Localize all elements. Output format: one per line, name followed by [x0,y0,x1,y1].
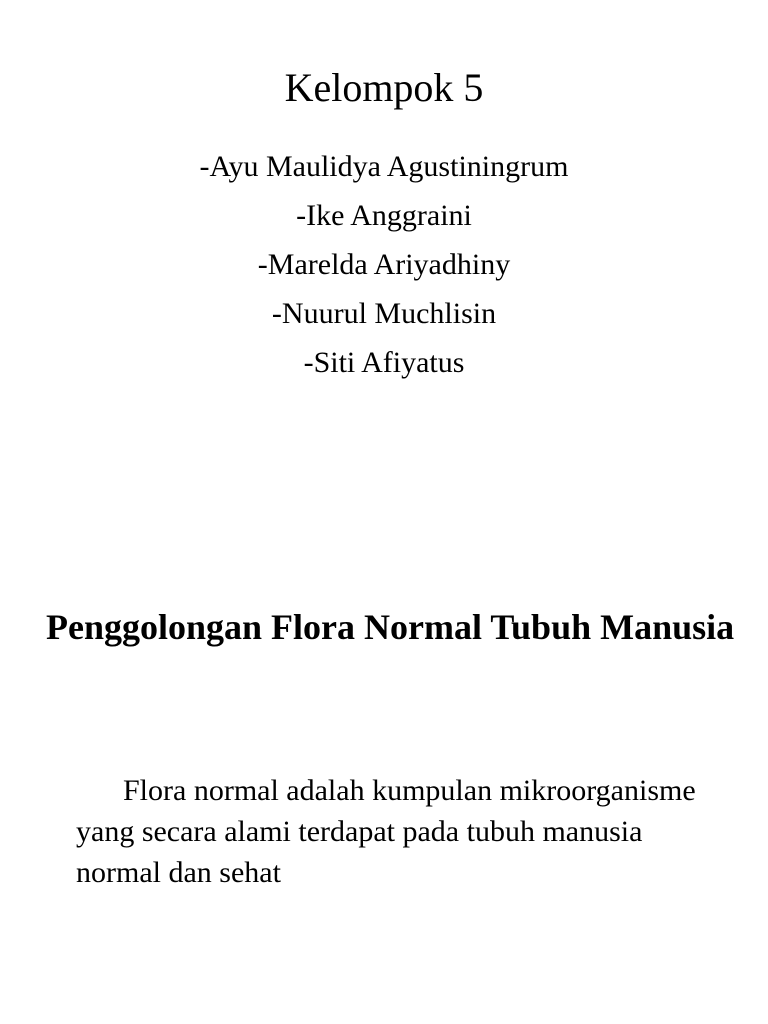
member-list [0,142,768,387]
member-name: -Marelda Ariyadhiny [257,248,511,281]
definition-paragraph: Flora normal adalah kumpulan mikroorganisme yang secara alami terdapat pada tubuh manusia normal dan sehat [76,774,696,889]
slide-heading: Penggolongan Flora Normal Tubuh Manusia [46,607,735,647]
slide-content-page [0,560,768,1024]
member-name: -Nuurul Muchlisin [271,297,497,330]
member-name: -Ayu Maulidya Agustiningrum [199,150,569,183]
member-name: -Ike Anggraini [296,199,472,232]
group-title: Kelompok 5 [284,65,484,110]
member-name: -Siti Afiyatus [303,346,465,379]
